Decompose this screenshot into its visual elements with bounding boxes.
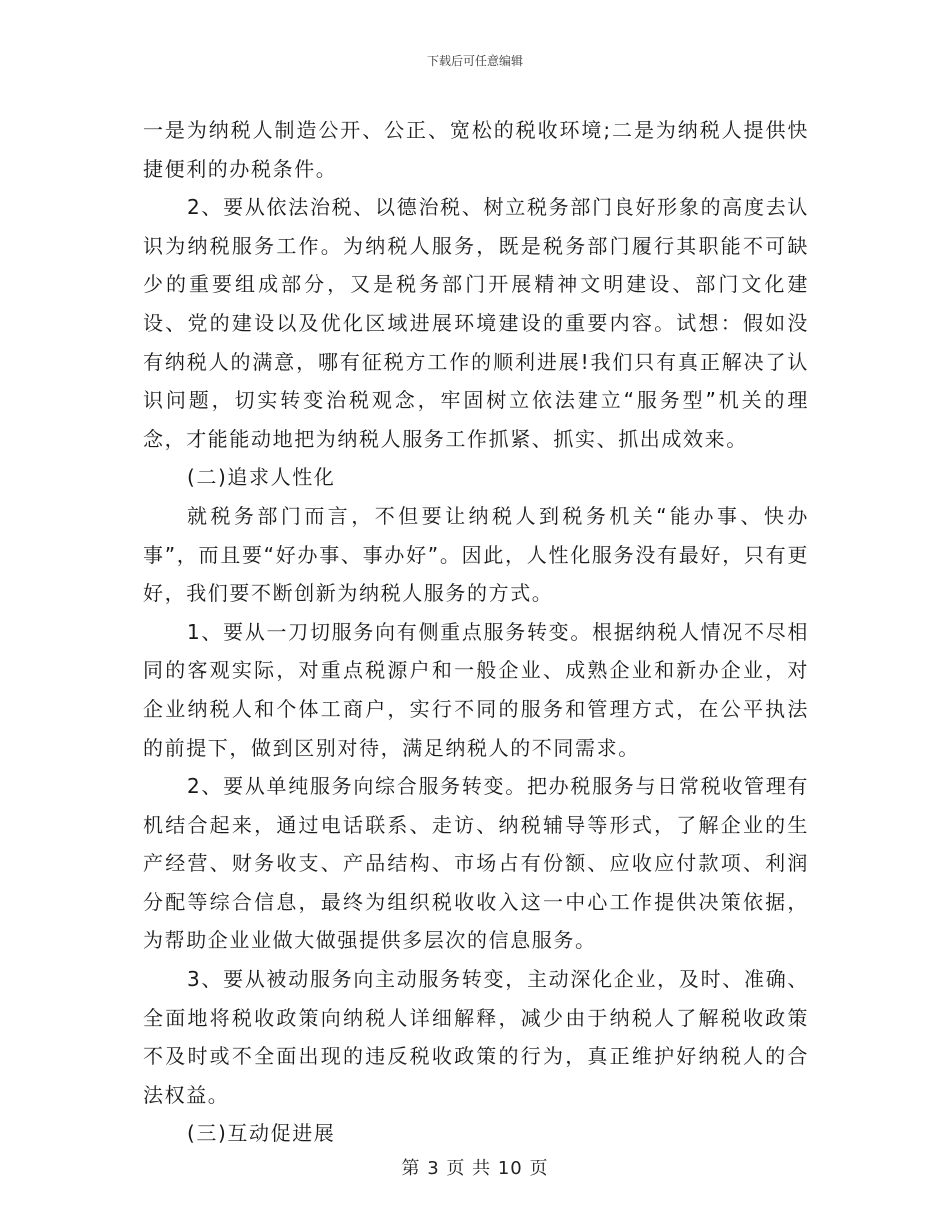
document-body [143, 111, 809, 1153]
paragraph-2: 2、要从依法治税、以德治税、树立税务部门良好形象的高度去认识为纳税服务工作。为纳税人服务，既是税务部门履行其职能不可缺少的重要组成部分，又是税务部门开展精神文明建设、部门文化建设、党的建设以及优化区域进展环境建设的重要内容。试想：假如没有纳税人的满意，哪有征税方工作的顺利进展!我们只有真正解决了认识问题，切实转变治税观念，牢固树立依法建立“服务型”机关的理念，才能能动地把为纳税人服务工作抓紧、抓实、抓出成效来。 [143, 195, 809, 451]
page-header: 下载后可任意编辑 [426, 54, 523, 68]
paragraph-1: 一是为纳税人制造公开、公正、宽松的税收环境;二是为纳税人提供快捷便利的办税条件。 [143, 118, 809, 181]
paragraph-5: 2、要从单纯服务向综合服务转变。把办税服务与日常税收管理有机结合起来，通过电话联系、走访、纳税辅导等形式，了解企业的生产经营、财务收支、产品结构、市场占有份额、应收应付款项、利润分配等综合信息，最终为组织税收收入这一中心工作提供决策依据，为帮助企业业做大做强提供多层次的信息服务。 [143, 774, 809, 953]
section-heading-2: (二)追求人性化 [187, 465, 336, 490]
paragraph-6: 3、要从被动服务向主动服务转变，主动深化企业，及时、准确、全面地将税收政策向纳税人详细解释，减少由于纳税人了解税收政策不及时或不全面出现的违反税收政策的行为，真正维护好纳税人的合法权益。 [143, 967, 809, 1107]
paragraph-4: 1、要从一刀切服务向有侧重点服务转变。根据纳税人情况不尽相同的客观实际，对重点税源户和一般企业、成熟企业和新办企业，对企业纳税人和个体工商户，实行不同的服务和管理方式，在公平执法的前提下，做到区别对待，满足纳税人的不同需求。 [143, 619, 809, 760]
paragraph-3: 就税务部门而言，不但要让纳税人到税务机关“能办事、快办事”，而且要“好办事、事办好”。因此，人性化服务没有最好，只有更好，我们要不断创新为纳税人服务的方式。 [143, 503, 809, 606]
section-heading-3: (三)互动促进展 [187, 1121, 336, 1146]
page-number-footer: 第 3 页 共 10 页 [401, 1158, 549, 1179]
